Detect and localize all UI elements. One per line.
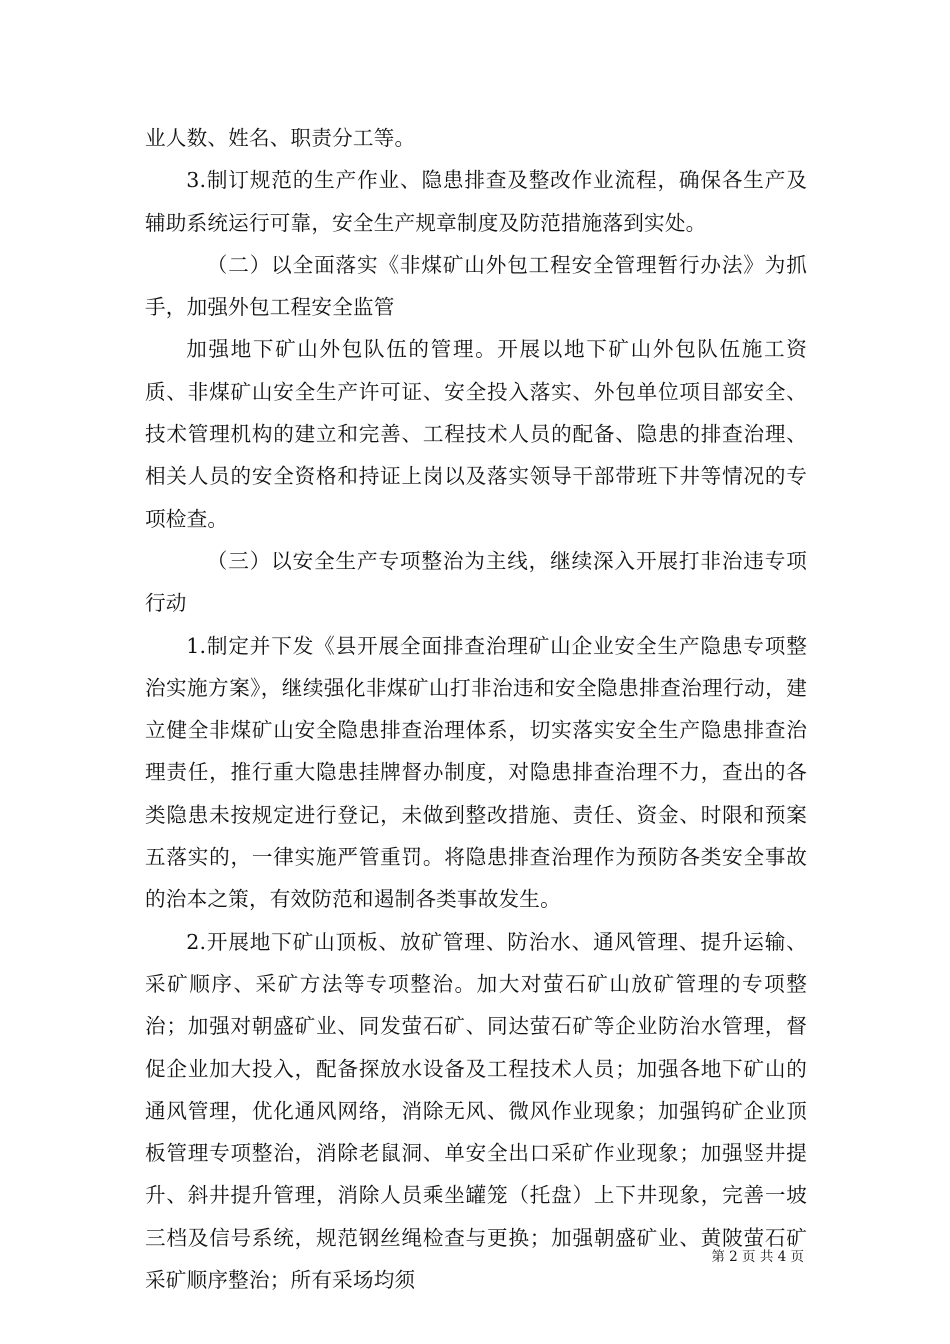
paragraph-item-3: 3.制订规范的生产作业、隐患排查及整改作业流程，确保各生产及辅助系统运行可靠，安全生产规章制度及防范措施落到实处。 [145, 168, 807, 235]
section-heading-3: （三）以安全生产专项整治为主线，继续深入开展打非治违专项行动 [145, 548, 807, 616]
section-heading-2: （二）以全面落实《非煤矿山外包工程安全管理暂行办法》为抓手，加强外包工程安全监管 [145, 252, 807, 320]
document-body [145, 117, 807, 1301]
paragraph-outsourcing: 加强地下矿山外包队伍的管理。开展以地下矿山外包队伍施工资质、非煤矿山安全生产许可证、安全投入落实、外包单位项目部安全、技术管理机构的建立和完善、工程技术人员的配备、隐患的排查治理、相关人员的安全资格和持证上岗以及落实领导干部带班下井等情况的专项检查。 [145, 337, 807, 531]
paragraph-continuation: 业人数、姓名、职责分工等。 [145, 126, 416, 150]
page-number: 第 2 页 共 4 页 [711, 1249, 804, 1265]
paragraph-item-1: 1.制定并下发《县开展全面排查治理矿山企业安全生产隐患专项整治实施方案》，继续强化非煤矿山打非治违和安全隐患排查治理行动，建立健全非煤矿山安全隐患排查治理体系，切实落实安全生产隐患排查治理责任，推行重大隐患挂牌督办制度，对隐患排查治理不力，查出的各类隐患未按规定进行登记，未做到整改措施、责任、资金、时限和预案五落实的，一律实施严管重罚。将隐患排查治理作为预防各类安全事故的治本之策，有效防范和遏制各类事故发生。 [145, 633, 807, 912]
paragraph-item-2: 2.开展地下矿山顶板、放矿管理、防治水、通风管理、提升运输、采矿顺序、采矿方法等专项整治。加大对萤石矿山放矿管理的专项整治；加强对朝盛矿业、同发萤石矿、同达萤石矿等企业防治水管理，督促企业加大投入，配备探放水设备及工程技术人员；加强各地下矿山的通风管理，优化通风网络，消除无风、微风作业现象；加强钨矿企业顶板管理专项整治，消除老鼠洞、单安全出口采矿作业现象；加强竖井提升、斜井提升管理，消除人员乘坐罐笼（托盘）上下井现象，完善一坡三档及信号系统，规范钢丝绳检查与更换；加强朝盛矿业、黄陂萤石矿采矿顺序整治；所有采场均须 [145, 929, 807, 1293]
